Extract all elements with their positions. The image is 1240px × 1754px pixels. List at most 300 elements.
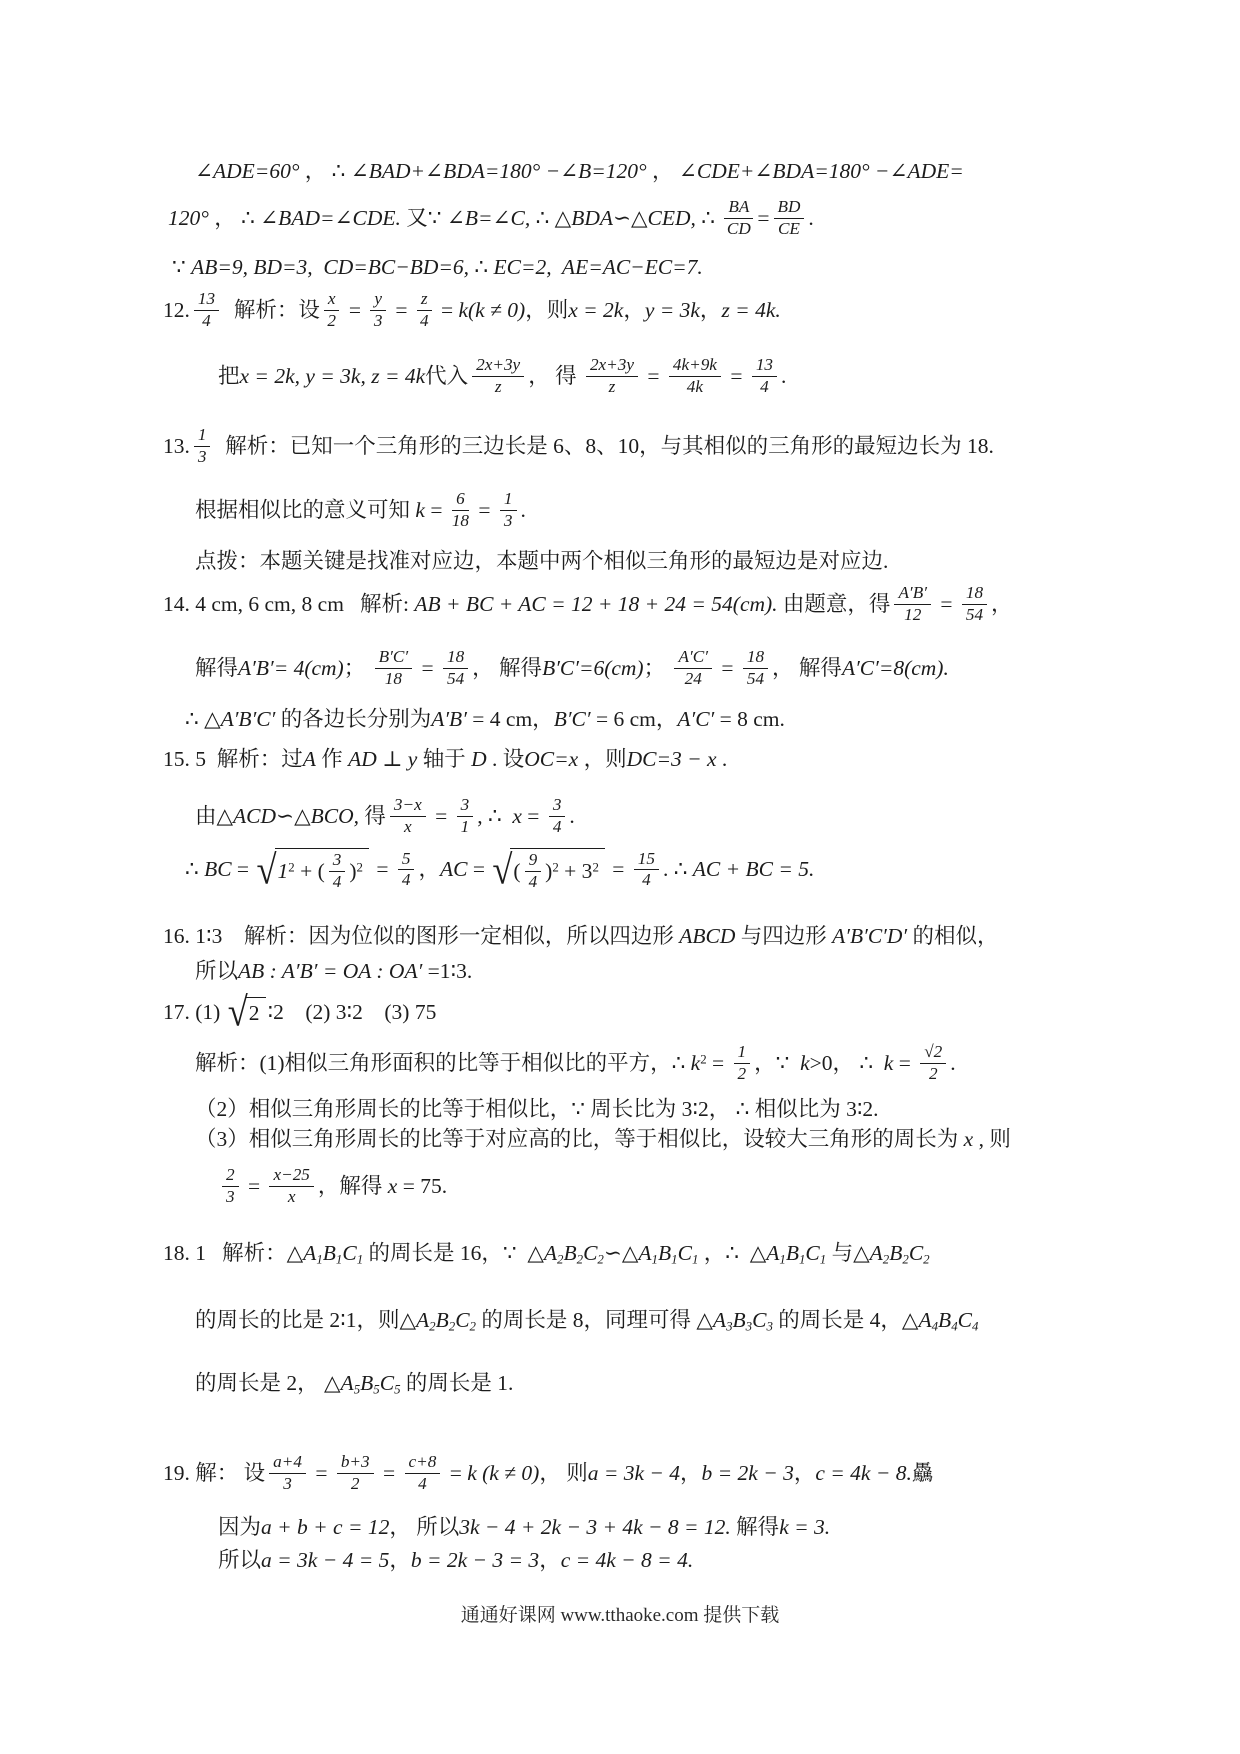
math-text: ∠CDE+∠BDA=180° −∠ADE= (678, 159, 964, 183)
fraction-numerator: BA (724, 198, 753, 219)
plain-text: 解析：设 (223, 297, 320, 322)
fraction-denominator: 2 (928, 1063, 938, 1083)
fraction (734, 1043, 751, 1084)
subscript: 1 (651, 1252, 658, 1267)
math-text: △A′B′C′ (204, 707, 276, 731)
fraction-denominator: 12 (904, 604, 922, 624)
text-line-4 (163, 290, 781, 331)
math-text: ∠BAD+∠BDA=180° −∠B=120° (350, 159, 647, 183)
plain-text: 的周长是 16，∵ (363, 1241, 528, 1265)
fraction (405, 1453, 441, 1494)
fraction (920, 1043, 946, 1084)
text-line-24 (195, 1370, 513, 1397)
plain-text: 与四边形 (735, 924, 833, 948)
fraction (724, 198, 753, 239)
plain-text: = (343, 297, 367, 322)
math-text: DC=3 − x (626, 747, 717, 771)
math-text: △ACD∽△BCO, (216, 803, 359, 828)
plain-text: = (642, 363, 665, 388)
plain-text: = (370, 857, 394, 882)
radical (492, 848, 605, 892)
fraction-denominator: 18 (384, 668, 402, 688)
math-text: A (302, 747, 316, 771)
fraction-numerator: 9 (525, 851, 542, 872)
plain-text: ∴ (695, 205, 721, 230)
plain-text: = (606, 857, 630, 882)
text-line-11 (185, 706, 785, 733)
plain-text: = (467, 857, 491, 882)
plain-text: 19. 解： 设 (163, 1460, 266, 1485)
fraction (222, 1166, 239, 1207)
fraction (472, 356, 524, 397)
plain-text: . (781, 363, 787, 388)
plain-text: 的周长的比是 2∶1，则 (195, 1308, 400, 1332)
plain-text: ， (699, 297, 722, 322)
subscript: 2 (448, 1319, 456, 1334)
fraction (894, 584, 931, 625)
plain-text: ，∵ (754, 1050, 801, 1075)
fraction-denominator: 2 (350, 1473, 360, 1493)
fraction (324, 290, 340, 331)
plain-text: ， (418, 857, 440, 882)
superscript: 2 (552, 860, 559, 875)
text-line-20 (195, 1126, 1011, 1153)
text-line-18 (195, 1043, 956, 1084)
plain-text: = (377, 1460, 401, 1485)
fraction-denominator: 54 (746, 668, 765, 688)
fraction-numerator: 3 (549, 796, 566, 817)
fraction-numerator: BD (774, 198, 805, 219)
math-text: D (471, 747, 487, 771)
plain-text: ∴ (185, 707, 205, 731)
plain-text: 17. (1) (163, 999, 226, 1024)
superscript: 2 (288, 860, 295, 875)
math-text: k (690, 1050, 701, 1075)
text-line-2 (168, 198, 814, 239)
fraction-denominator: 1 (460, 816, 470, 836)
fraction (669, 356, 721, 397)
plain-text: = (231, 857, 255, 882)
plain-text: = 6 cm， (590, 707, 678, 731)
math-text: AD ⊥ y (348, 747, 418, 771)
plain-text: = (309, 1460, 333, 1485)
fraction-numerator: 4k+9k (669, 356, 721, 377)
text-line-19 (195, 1096, 879, 1123)
text-line-10 (195, 648, 949, 689)
fraction (443, 648, 468, 689)
fraction (398, 850, 415, 891)
plain-text: . ∴ (662, 857, 693, 882)
math-text: B′C′=6(cm) (542, 655, 644, 680)
math-text: △BDA∽△CED, (554, 205, 696, 230)
plain-text: 与 (826, 1241, 854, 1265)
math-text: △A2B2C2∽△A1B1C1 (527, 1241, 699, 1267)
fraction-numerator: 1 (734, 1043, 751, 1064)
math-text: B′C′ (553, 707, 591, 731)
plain-text: 14. 4 cm, 6 cm, 8 cm 解析: (163, 591, 415, 616)
plain-text: ； (643, 655, 671, 680)
text-line-1 (195, 158, 964, 185)
plain-text: 又∵ (400, 205, 447, 230)
subscript: 5 (373, 1382, 380, 1397)
fraction (269, 1453, 306, 1494)
math-text: △A4B4C4 (901, 1308, 979, 1334)
plain-text: )$^2$ (349, 858, 363, 883)
fraction-denominator: 24 (684, 668, 702, 688)
subscript: 1 (798, 1252, 806, 1267)
plain-text: = (242, 1173, 266, 1198)
plain-text: 的周长是 4， (772, 1308, 902, 1332)
plain-text: 得 (358, 803, 386, 828)
fraction-denominator: 54 (446, 668, 465, 688)
fraction-numerator: 5 (398, 850, 415, 871)
fraction-numerator: √2 (920, 1043, 946, 1064)
math-text: AB : A′B′ = OA : OA′ (238, 959, 423, 983)
fraction-denominator: z (608, 376, 616, 396)
fraction (269, 1166, 313, 1207)
fraction-numerator: c+8 (405, 1453, 441, 1474)
subscript: 2 (597, 1252, 604, 1267)
math-text: x = 2k (568, 297, 624, 322)
plain-text: 12. (163, 297, 190, 322)
plain-text: 作 (315, 747, 349, 771)
plain-text: 驫 (911, 1460, 934, 1485)
plain-text: ， 解得 (772, 655, 842, 680)
radicand (510, 848, 604, 892)
plain-text: = (390, 297, 413, 322)
math-text: EC=2, AE=AC−EC=7. (493, 255, 703, 279)
fraction (194, 426, 211, 467)
plain-text: 13. (163, 433, 190, 458)
math-text: y = 3k (644, 297, 700, 322)
plain-text: 由题意，得 (777, 591, 891, 616)
text-line-27 (218, 1547, 693, 1574)
fraction-numerator: 3 (457, 796, 474, 817)
plain-text: , ∴ (477, 803, 513, 828)
plain-text: ∴ (530, 205, 555, 230)
fraction (525, 851, 542, 892)
plain-text: >0， ∴ (809, 1050, 884, 1075)
math-text: k (415, 497, 425, 522)
plain-text: ，则 (525, 297, 569, 322)
fraction (774, 198, 805, 239)
math-text: a = 3k − 4 = 5 (261, 1548, 390, 1572)
radical-sign-icon: √ (256, 846, 277, 893)
fraction (743, 648, 768, 689)
fraction-denominator: 4 (642, 870, 651, 890)
fraction-denominator: 4 (418, 1473, 427, 1493)
plain-text: 15. 5 解析：过 (163, 747, 303, 771)
fraction-numerator: 2x+3y (586, 356, 638, 377)
plain-text: = 4 cm， (466, 707, 554, 731)
plain-text: 轴于 (417, 747, 472, 771)
fraction-numerator: y (370, 290, 386, 311)
fraction (390, 796, 426, 837)
plain-text: 的周长是 1. (400, 1371, 514, 1395)
math-text: △A1B1C1 (286, 1241, 364, 1267)
math-text: x = 2k, y = 3k, z = 4k (239, 363, 426, 388)
fraction (370, 290, 386, 331)
plain-text: ， (991, 591, 1013, 616)
math-text: ABCD (679, 924, 736, 948)
math-text: ∠B=∠C, (446, 205, 531, 230)
fraction-numerator: z (417, 290, 432, 311)
text-line-25 (163, 1453, 933, 1494)
plain-text: ，解得 (317, 1173, 388, 1198)
plain-text: , 则 (973, 1127, 1011, 1151)
subscript: 4 (951, 1319, 958, 1334)
plain-text: . (950, 1050, 956, 1075)
math-text: AC (439, 857, 468, 882)
text-line-5 (218, 356, 786, 397)
fraction-numerator: 18 (743, 648, 768, 669)
plain-text: （3）相似三角形周长的比等于对应高的比，等于相似比，设较大三角形的周长为 (195, 1127, 964, 1151)
fraction (962, 584, 987, 625)
math-text: A′B′ (431, 707, 467, 731)
plain-text: 根据相似比的意义可知 (195, 497, 416, 522)
math-text: △A2B2C2 (399, 1308, 476, 1334)
plain-text: 2 (248, 1001, 260, 1026)
plain-text: = (424, 497, 448, 522)
radicand (246, 997, 266, 1027)
plain-text: ， 则 (539, 1460, 588, 1485)
fraction-denominator: x (403, 816, 412, 836)
subscript: 1 (335, 1252, 343, 1267)
plain-text: ， (680, 1460, 702, 1485)
radical-sign-icon: √ (492, 846, 513, 893)
fraction-numerator: 2x+3y (472, 356, 524, 377)
text-line-16 (195, 958, 472, 985)
subscript: 2 (469, 1319, 476, 1334)
plain-text: ∴ (469, 255, 494, 279)
plain-text: . (808, 205, 814, 230)
subscript: 2 (882, 1252, 890, 1267)
fraction-numerator: 6 (452, 490, 469, 511)
plain-text: . (520, 497, 526, 522)
fraction-denominator: 2 (327, 310, 336, 330)
plain-text: 所以 (218, 1548, 262, 1572)
plain-text: = (435, 297, 459, 322)
plain-text: . 设 (486, 747, 525, 771)
math-text: 120° (168, 205, 209, 230)
subscript: 2 (557, 1252, 564, 1267)
plain-text: = (934, 591, 958, 616)
radical (256, 848, 369, 892)
plain-text: ∴ (185, 857, 205, 882)
math-text: x (387, 1173, 398, 1198)
text-line-13 (195, 796, 575, 837)
math-text: △A1B1C1 (749, 1241, 827, 1267)
plain-text: = (444, 1460, 468, 1485)
plain-text: 点拨：本题关键是找准对应边，本题中两个相似三角形的最短边是对应边. (195, 549, 889, 573)
subscript: 3 (745, 1319, 753, 1334)
math-text: c = 4k − 8. (815, 1460, 912, 1485)
text-line-17 (163, 988, 437, 1035)
fraction-denominator: 2 (737, 1063, 747, 1083)
plain-text: ， (623, 297, 645, 322)
plain-text: = (429, 803, 453, 828)
fraction (549, 796, 566, 837)
fraction-numerator: A′C′ (674, 648, 711, 669)
fraction-numerator: x (324, 290, 340, 311)
text-line-23 (195, 1307, 978, 1334)
fraction-numerator: 1 (194, 426, 211, 447)
fraction-denominator: x (287, 1186, 296, 1206)
plain-text: = (521, 803, 545, 828)
plain-text: = (473, 497, 496, 522)
text-line-22 (163, 1240, 930, 1267)
superscript: 2 (592, 860, 599, 875)
subscript: 2 (576, 1252, 584, 1267)
plain-text: ， (389, 1548, 411, 1572)
subscript: 2 (923, 1252, 930, 1267)
math-text: AC + BC = 5. (692, 857, 815, 882)
plain-text: = 8 cm. (714, 707, 785, 731)
subscript: 1 (671, 1252, 678, 1267)
fraction-denominator: 4 (552, 816, 562, 836)
subscript: 2 (902, 1252, 909, 1267)
fraction-numerator: 18 (962, 584, 987, 605)
subscript: 3 (766, 1319, 773, 1334)
fraction (417, 290, 432, 331)
fraction-denominator: 3 (197, 446, 207, 466)
math-text: x (512, 803, 522, 828)
plain-text: $^2$ = (700, 1050, 730, 1075)
fraction-denominator: 4 (419, 310, 429, 330)
math-text: AB=9, BD=3, CD=BC−BD=6, (191, 255, 470, 279)
math-text: a = 3k − 4 (587, 1460, 681, 1485)
plain-text: . (569, 803, 575, 828)
fraction-numerator: 2 (222, 1166, 239, 1187)
plain-text: 由 (195, 803, 217, 828)
plain-text: 解得 (195, 655, 239, 680)
plain-text: ， (539, 1548, 561, 1572)
plain-text: ， (793, 1460, 816, 1485)
plain-text: 解得 (730, 1515, 780, 1539)
math-text: z = 4k. (721, 297, 781, 322)
plain-text: ， ∴ (299, 159, 351, 183)
fraction-numerator: 3 (329, 851, 346, 872)
plain-text: = (416, 655, 439, 680)
fraction-denominator: 3 (283, 1473, 292, 1493)
subscript: 3 (726, 1319, 733, 1334)
plain-text: = (715, 655, 739, 680)
subscript: 4 (971, 1319, 979, 1334)
math-text: x (963, 1127, 974, 1151)
plain-text: ( (513, 858, 521, 883)
math-text: 3k − 4 + 2k − 3 + 4k − 8 = 12. (459, 1515, 731, 1539)
fraction-numerator: a+4 (269, 1453, 306, 1474)
plain-text: 代入 (425, 363, 469, 388)
plain-text: 16. 1∶3 解析：因为位似的图形一定相似，所以四边形 (163, 924, 680, 948)
footer-watermark: 通通好课网 www.tthaoke.com 提供下载 (460, 1605, 780, 1626)
plain-text: $^2$ + ( (288, 858, 325, 883)
math-text: b = 2k − 3 (701, 1460, 794, 1485)
plain-text: ， 解得 (472, 655, 543, 680)
text-line-12 (163, 746, 727, 773)
fraction-denominator: 4k (686, 376, 704, 396)
text-line-3 (172, 254, 703, 281)
plain-text: 的周长是 2， (195, 1371, 325, 1395)
plain-text: ， 得 (528, 363, 582, 388)
fraction-denominator: 3 (373, 310, 383, 330)
plain-text: = (724, 363, 748, 388)
plain-text: 因为 (218, 1515, 262, 1539)
math-text: △A2B2C2 (853, 1241, 930, 1267)
fraction (457, 796, 474, 837)
math-text: A′B′= 4(cm) (238, 655, 344, 680)
subscript: 1 (316, 1252, 323, 1267)
plain-text: ， ∴ (208, 205, 261, 230)
math-text: k(k ≠ 0) (458, 297, 526, 322)
fraction-denominator: CE (777, 218, 800, 238)
plain-text: 解析：已知一个三角形的三边长是 6、8、10，与其相似的三角形的最短边长为 18. (214, 433, 994, 458)
plain-text: 的各边长分别为 (275, 707, 432, 731)
fraction-denominator: z (494, 376, 502, 396)
fraction-denominator: 3 (503, 510, 513, 530)
fraction-numerator: 18 (443, 648, 468, 669)
subscript: 1 (819, 1252, 827, 1267)
fraction (634, 850, 659, 891)
math-text: ∠ADE=60° (195, 159, 300, 183)
plain-text: )$^2 + 3^2$ (545, 858, 599, 883)
plain-text: ，∴ (698, 1241, 750, 1265)
math-text: k (800, 1050, 810, 1075)
text-line-21 (218, 1166, 447, 1207)
text-line-8 (195, 548, 888, 575)
plain-text: 18. 1 解析： (163, 1241, 287, 1265)
plain-text: 把 (218, 363, 240, 388)
fraction-denominator: 3 (226, 1186, 235, 1206)
math-text: BC (204, 857, 232, 882)
fraction-numerator: A′B′ (894, 584, 931, 605)
fraction (500, 490, 517, 531)
plain-text: 的相似， (907, 924, 999, 948)
fraction (586, 356, 638, 397)
math-text: ∠BAD=∠CDE. (260, 205, 401, 230)
subscript: 5 (353, 1382, 361, 1397)
fraction-denominator: 4 (528, 871, 538, 891)
fraction (375, 648, 412, 689)
fraction-numerator: B′C′ (375, 648, 412, 669)
fraction-denominator: 4 (401, 870, 411, 890)
plain-text: ∶2 (2) 3∶2 (3) 75 (267, 999, 437, 1024)
math-text: A′C′=8(cm). (841, 655, 949, 680)
radical-sign-icon: √ (227, 988, 248, 1035)
plain-text: 的周长是 8，同理可得 (476, 1308, 697, 1332)
fraction-denominator: CD (726, 218, 751, 238)
math-text: A′B′C′D′ (832, 924, 908, 948)
plain-text: ∵ (172, 255, 192, 279)
superscript: 2 (700, 1052, 707, 1067)
plain-text: = (893, 1050, 917, 1075)
text-line-26 (218, 1514, 830, 1541)
subscript: 4 (931, 1319, 939, 1334)
math-text: k = 3. (779, 1515, 831, 1539)
subscript: 1 (356, 1252, 364, 1267)
plain-text: = 75. (397, 1173, 448, 1198)
plain-text: . (716, 747, 728, 771)
plain-text: （2）相似三角形周长的比等于相似比，∵ 周长比为 3∶2， ∴ 相似比为 3∶2. (195, 1097, 879, 1121)
fraction (752, 356, 777, 397)
plain-text: = (757, 205, 770, 230)
math-text: OC=x (524, 747, 579, 771)
fraction-numerator: 3−x (390, 796, 426, 817)
text-line-9 (163, 584, 1013, 625)
math-text: 1 (277, 858, 289, 883)
math-text: k (k ≠ 0) (467, 1460, 540, 1485)
fraction (452, 490, 469, 531)
